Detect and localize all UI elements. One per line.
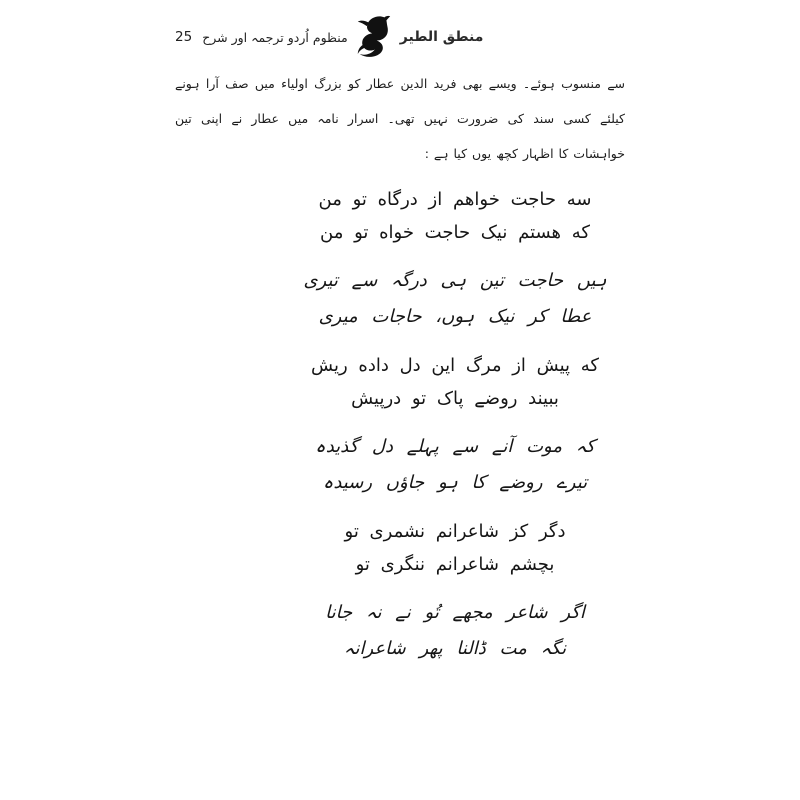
intro-paragraph (175, 66, 625, 171)
urdu-couplet-2 (285, 429, 625, 501)
header-subtitle: منظوم اُردو ترجمہ اور شرح (202, 29, 348, 45)
persian-couplet-3 (285, 515, 625, 581)
intro-line-2: ضرورت نہیں تھی۔ اسرار نامہ میں عطار نے اپنی تین خواہشات کا اظہار کچھ یوں کیا ہے : (175, 111, 625, 161)
persian-couplet-2 (285, 349, 625, 415)
verse-line: نگہ مت ڈالنا پھر شاعرانہ (343, 638, 567, 659)
poetry-block (285, 183, 625, 667)
verse-line: ہیں حاجت تین ہی درگہ سے تیری (303, 270, 607, 291)
verse-line: اگر شاعر مجھے تُو نے نہ جانا (325, 602, 585, 623)
bird-logo-icon (356, 13, 392, 59)
verse-line: دگر کز شاعرانم نشمری تو (344, 521, 566, 542)
urdu-couplet-1 (285, 263, 625, 335)
page-number: 25 (175, 29, 193, 45)
verse-line: بچشم شاعرانم ننگری تو (355, 554, 555, 575)
running-header (175, 14, 625, 60)
urdu-couplet-3 (285, 595, 625, 667)
verse-line: ببیند روضے پاک تو درپیش (351, 388, 559, 409)
verse-line: که هستم نیک حاجت خواه تو من (320, 222, 590, 243)
book-title: منطق الطیر (399, 29, 484, 45)
persian-couplet-1 (285, 183, 625, 249)
verse-line: عطا کر نیک ہوں، حاجات میری (318, 306, 592, 327)
verse-line: سه حاجت خواهم از درگاه تو من (318, 189, 592, 210)
intro-line-1: سے منسوب ہوئے۔ ویسے بھی فرید الدین عطار کو بزرگ اولیاء میں صف آرا ہونے کیلئے کسی سند کی (175, 76, 625, 126)
verse-line: تیرے روضے کا ہو جاؤں رسیدہ (322, 472, 588, 493)
verse-line: که پیش از مرگ این دل داده ریش (311, 355, 599, 376)
verse-line: کہ موت آنے سے پہلے دل گذیدہ (315, 436, 595, 457)
